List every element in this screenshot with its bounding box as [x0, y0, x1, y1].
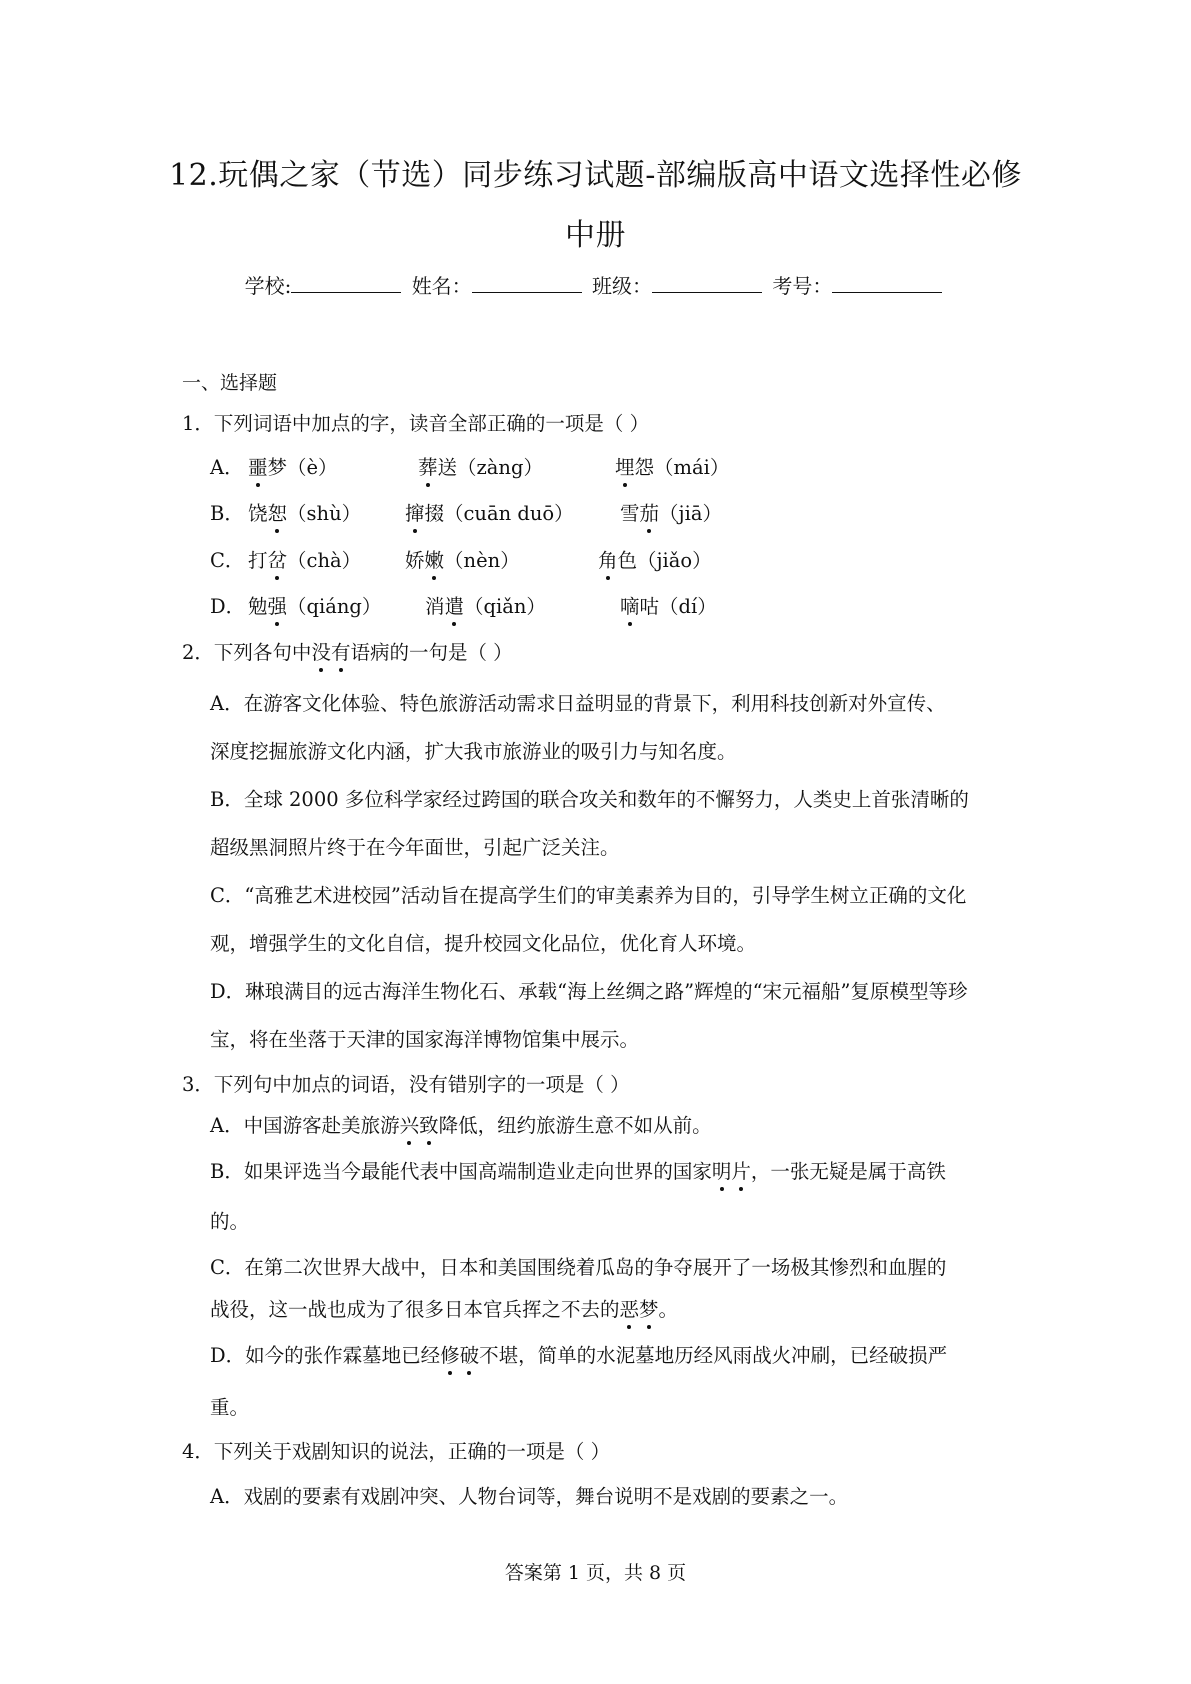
q4-stem: 4．下列关于戏剧知识的说法，正确的一项是（ ）: [182, 1440, 611, 1463]
q3-option-b-line1: B．如果评选当今最能代表中国高端制造业走向世界的国家明片，一张无疑是属于高铁: [210, 1156, 946, 1184]
section-title: 一、选择题: [182, 372, 278, 394]
dotted-char: 茄: [640, 498, 660, 526]
q1-b-label: B．: [210, 502, 244, 525]
q1-option-c: [210, 545, 244, 573]
q1-stem: 1．下列词语中加点的字，读音全部正确的一项是（ ）: [182, 412, 650, 435]
q1-option-a: [210, 452, 244, 480]
dotted-char: 遣: [445, 591, 465, 619]
q3-option-c-line1: C．在第二次世界大战中，日本和美国围绕着瓜岛的争夺展开了一场极其惨烈和血腥的: [210, 1256, 947, 1279]
school-blank[interactable]: [291, 274, 401, 293]
class-blank[interactable]: [652, 274, 762, 293]
q1-a-word1: 噩梦（è）: [248, 452, 338, 480]
dotted-char: 撺: [405, 498, 425, 526]
q3-option-b-line2: 的。: [210, 1210, 250, 1233]
dotted-char: 没: [311, 637, 331, 665]
class-label: 班级：: [592, 274, 653, 298]
q1-b-word2: 撺掇（cuān duō）: [405, 498, 574, 526]
q1-c-word3: 角色（jiǎo）: [598, 545, 712, 573]
id-label: 考号：: [772, 274, 833, 298]
q1-c-label: C．: [210, 549, 245, 572]
q3-stem: 3．下列句中加点的词语，没有错别字的一项是（ ）: [182, 1073, 630, 1096]
dotted-char: 有: [331, 637, 351, 665]
dotted-char: 破: [460, 1340, 480, 1368]
dotted-char: 角: [598, 545, 618, 573]
dotted-char: 嫩: [425, 545, 445, 573]
q1-b-word1: 饶恕（shù）: [248, 498, 361, 526]
q2-option-d-line1: D．琳琅满目的远古海洋生物化石、承载“海上丝绸之路”辉煌的“宋元福船”复原模型等珍: [210, 980, 968, 1003]
q1-b-word3: 雪茄（jiā）: [620, 498, 722, 526]
q4-option-a: A．戏剧的要素有戏剧冲突、人物台词等，舞台说明不是戏剧的要素之一。: [210, 1485, 849, 1508]
q2-option-c-line2: 观，增强学生的文化自信，提升校园文化品位，优化育人环境。: [210, 932, 757, 955]
q1-a-word3: 埋怨（mái）: [615, 452, 729, 480]
q2-option-a-line2: 深度挖掘旅游文化内涵，扩大我市旅游业的吸引力与知名度。: [210, 740, 737, 763]
document-title-line2: 中册: [565, 218, 626, 253]
dotted-char: 埋: [615, 452, 635, 480]
q1-c-word2: 娇嫩（nèn）: [405, 545, 520, 573]
dotted-char: 致: [419, 1110, 439, 1138]
page-footer: 答案第 1 页，共 8 页: [504, 1562, 687, 1584]
dotted-char: 片: [731, 1156, 751, 1184]
q2-option-a-line1: A．在游客文化体验、特色旅游活动需求日益明显的背景下，利用科技创新对外宣传、: [210, 692, 946, 715]
q3-option-d-line2: 重。: [210, 1396, 250, 1419]
q1-d-word1: 勉强（qiáng）: [248, 591, 381, 619]
q3-option-c-line2: 战役，这一战也成为了很多日本官兵挥之不去的恶梦。: [210, 1294, 678, 1322]
dotted-char: 嘀: [620, 591, 640, 619]
q1-a-word2: 葬送（zàng）: [418, 452, 543, 480]
dotted-char: 恕: [268, 498, 288, 526]
q2-option-d-line2: 宝，将在坐落于天津的国家海洋博物馆集中展示。: [210, 1028, 640, 1051]
name-label: 姓名：: [411, 274, 472, 298]
q1-a-label: A．: [210, 456, 244, 479]
q1-option-b: [210, 498, 244, 526]
q3-option-d-line1: D．如今的张作霖墓地已经修破不堪，简单的水泥墓地历经风雨战火冲刷，已经破损严: [210, 1340, 947, 1368]
name-blank[interactable]: [472, 274, 582, 293]
dotted-char: 梦: [639, 1294, 659, 1322]
q1-d-word2: 消遣（qiǎn）: [425, 591, 546, 619]
q1-d-word3: 嘀咕（dí）: [620, 591, 717, 619]
student-info-line: [0, 270, 1191, 299]
dotted-char: 强: [268, 591, 288, 619]
q2-option-b-line1: B．全球 2000 多位科学家经过跨国的联合攻关和数年的不懈努力，人类史上首张清晰的: [210, 788, 969, 811]
dotted-char: 岔: [268, 545, 288, 573]
document-title-line1: 12.玩偶之家（节选）同步练习试题-部编版高中语文选择性必修: [169, 158, 1022, 193]
id-blank[interactable]: [832, 274, 942, 293]
dotted-char: 明: [712, 1156, 732, 1184]
dotted-char: 修: [440, 1340, 460, 1368]
dotted-char: 兴: [400, 1110, 420, 1138]
q2-stem: 2．下列各句中没有语病的一句是（ ）: [182, 637, 513, 665]
q3-option-a: A．中国游客赴美旅游兴致降低，纽约旅游生意不如从前。: [210, 1110, 712, 1138]
q1-d-label: D．: [210, 595, 246, 618]
dotted-char: 噩: [248, 452, 268, 480]
dotted-char: 恶: [620, 1294, 640, 1322]
dotted-char: 葬: [418, 452, 438, 480]
school-label: 学校:: [244, 274, 292, 298]
q2-option-b-line2: 超级黑洞照片终于在今年面世，引起广泛关注。: [210, 836, 620, 859]
q2-option-c-line1: C．“高雅艺术进校园”活动旨在提高学生们的审美素养为目的，引导学生树立正确的文化: [210, 884, 967, 907]
q1-option-d: [210, 591, 245, 619]
q1-c-word1: 打岔（chà）: [248, 545, 361, 573]
